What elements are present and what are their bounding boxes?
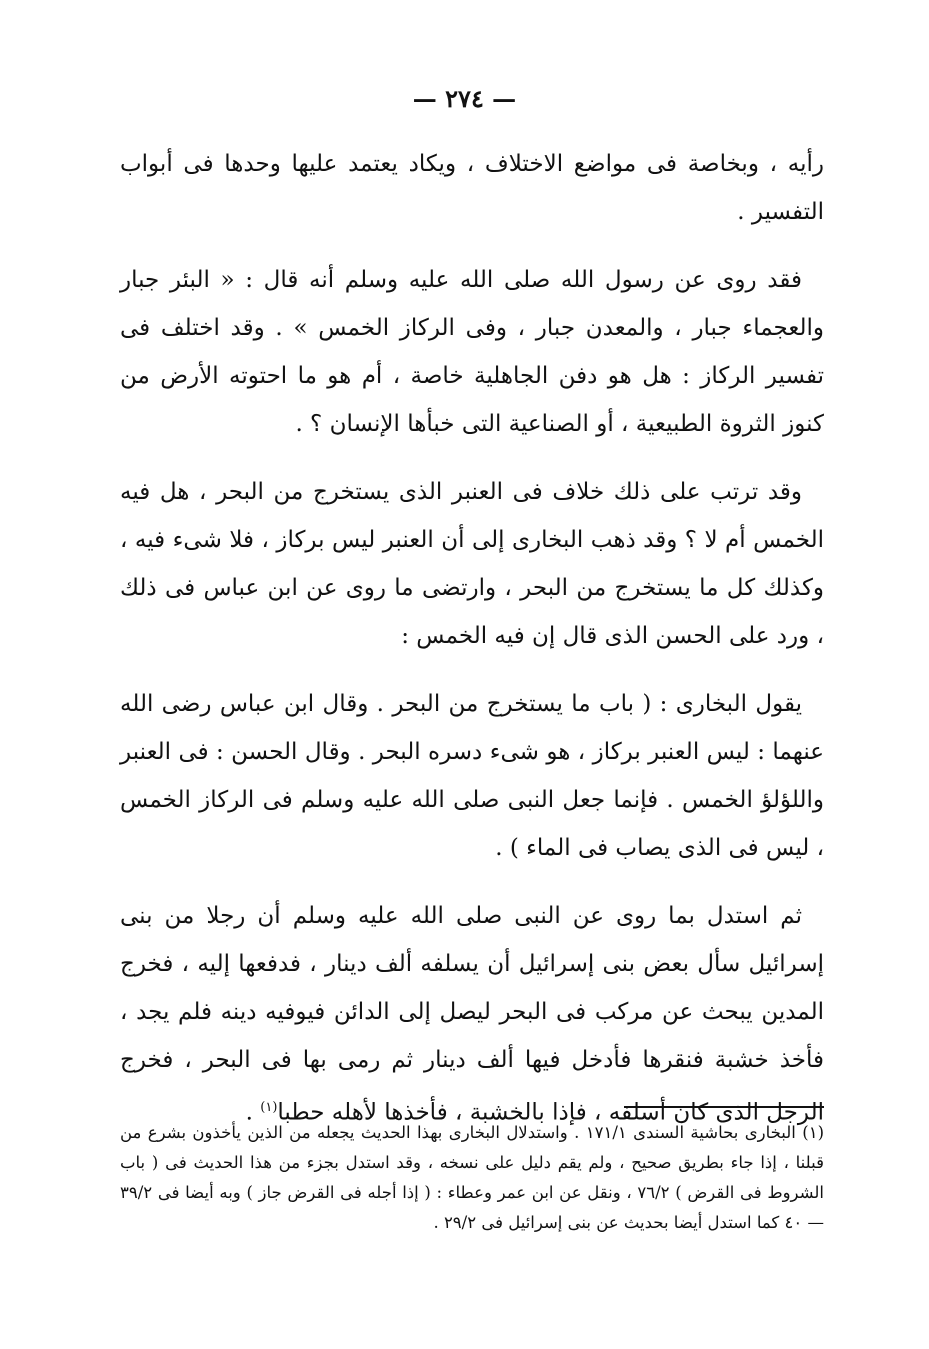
- footnote: (١) البخارى بحاشية السندى ١٧١/١ . واستدلال البخارى بهذا الحديث يجعله من الذين يأخذون بشرع من قبلنا ، إذا جاء بطريق صحيح ، ولم يقم دليل على نسخه ، وقد استدل بجزء من هذا الحديث فى ( باب الشروط فى القرض ) ٧٦/٢ ، ونقل عن ابن عمر وعطاء : ( إذا أجله فى القرض جاز ) وبه أيضا فى ٣٩/٢ — ٤٠ كما استدل أيضا بحديث عن بنى إسرائيل فى ٢٩/٢ .: [120, 1123, 825, 1232]
- footnote-marker: (١): [260, 1100, 278, 1115]
- main-text: [120, 140, 824, 1157]
- footnote-divider: [624, 1106, 824, 1108]
- paragraph: فقد روى عن رسول الله صلى الله عليه وسلم أنه قال : « البئر جبار والعجماء جبار ، والمعدن جبار ، وفى الركاز الخمس » . وقد اختلف فى تفسير الركاز : هل هو دفن الجاهلية خاصة ، أم هو ما احتوته الأرض من كنوز الثروة الطبيعية ، أو الصناعية التى خبأها الإنسان ؟ .: [120, 267, 824, 437]
- paragraph: رأيه ، وبخاصة فى مواضع الاختلاف ، ويكاد يعتمد عليها وحدها فى أبواب التفسير .: [120, 151, 824, 225]
- paragraph: [120, 892, 824, 1137]
- paragraph: يقول البخارى : ( باب ما يستخرج من البحر . وقال ابن عباس رضى الله عنهما : ليس العنبر بركاز ، هو شىء دسره البحر . وقال الحسن : فى العنبر واللؤلؤ الخمس . فإنما جعل النبى صلى الله عليه وسلم فى الركاز الخمس ، ليس فى الذى يصاب فى الماء ) .: [120, 691, 824, 861]
- page-number: — ٢٧٤ —: [412, 84, 517, 113]
- paragraph-text: ثم استدل بما روى عن النبى صلى الله عليه وسلم أن رجلا من بنى إسرائيل سأل بعض بنى إسرائيل أن يسلفه ألف دينار ، فدفعها إليه ، فخرج المدين يبحث عن مركب فى البحر ليصل إلى الدائن فيوفيه دينه فلم يجد ، فأخذ خشبة فنقرها فأدخل فيها ألف دينار ثم رمى بها فى البحر ، فخرج الرجل الذى كان أسلفه ، فإذا بالخشبة ، فأخذها لأهله حطبا: [120, 903, 824, 1126]
- footnotes: [120, 1118, 824, 1238]
- paragraph-end: .: [245, 1099, 261, 1126]
- paragraph: وقد ترتب على ذلك خلاف فى العنبر الذى يستخرج من البحر ، هل فيه الخمس أم لا ؟ وقد ذهب البخارى إلى أن العنبر ليس بركاز ، فلا شىء فيه ، وكذلك كل ما يستخرج من البحر ، وارتضى ما روى عن ابن عباس فى ذلك ، ورد على الحسن الذى قال إن فيه الخمس :: [120, 479, 824, 649]
